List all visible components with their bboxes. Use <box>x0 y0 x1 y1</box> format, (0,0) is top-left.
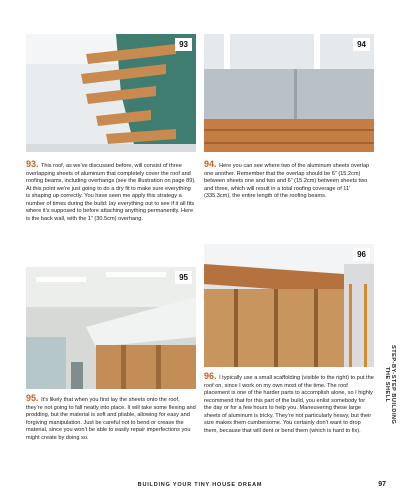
caption-number: 96. <box>204 371 217 381</box>
caption-text: I typically use a small scaffolding (visible to the right) to put the roof on, since I work on my own most of the time. The roof placement is one of the harder parts to accomplish alone, so I highly recommend that for this part of the build, you enlist somebody for the day or for a few hours to help you. Maneuvering these large sheets of aluminum is tricky. They’re not particularly heavy, but their size makes them cumbersome. You certainly don’t want to drop them, because that will dent or bend them (which is hard to fix). <box>204 375 374 434</box>
photo-94 <box>204 34 374 152</box>
photo-95 <box>26 267 196 389</box>
photo-93-image <box>26 34 196 152</box>
caption-96 <box>204 373 374 435</box>
caption-94 <box>204 161 374 201</box>
caption-93 <box>26 161 196 223</box>
photo-number-badge: 93 <box>175 38 192 51</box>
caption-number: 95. <box>26 393 39 403</box>
caption-95 <box>26 395 196 442</box>
photo-number-badge: 96 <box>353 248 370 261</box>
photo-96-image <box>204 244 374 367</box>
photo-number-badge: 94 <box>353 38 370 51</box>
page-number: 97 <box>378 481 386 488</box>
photo-94-image <box>204 34 374 152</box>
caption-number: 94. <box>204 159 217 169</box>
footer-book-title: BUILDING YOUR TINY HOUSE DREAM <box>137 482 263 488</box>
caption-number: 93. <box>26 159 39 169</box>
photo-95-image <box>26 267 196 389</box>
photo-96 <box>204 244 374 367</box>
photo-number-badge: 95 <box>175 271 192 284</box>
section-sidebar-label: STEP-BY-STEP BUILDING THE SHELL <box>384 345 396 425</box>
caption-text: This roof, as we’ve discussed before, will consist of three overlapping sheets of aluminum that completely cover the roof and roofing beams, including overhangs (see the illustration on page 89). At this point we’re just going to do a dry fit to make sure everything is shaping up correctly. You have seen me apply this strategy a number of times during the build: lay everything out to see if it all fits where it’s supposed to before attaching anything permanently. Here is the back wall, with the 1” (30.5cm) overhang. <box>26 163 196 222</box>
photo-93 <box>26 34 196 152</box>
caption-text: Here you can see where two of the aluminum sheets overlap one another. Remember that the overlap should be 6” (15.2cm) between sheets one and two and 6” (15.2cm) between sheets two and three, which will result in a total roofing coverage of 11’ (335.3cm), the entire length of the roofing beams. <box>204 163 370 199</box>
caption-text: It’s likely that when you first lay the sheets onto the roof, they’re not going to fall neatly into place. It will take some flexing and prodding, but the material is soft and pliable, allowing for easy and forgiving manipulation. Just be careful not to bend or crease the material, since you won’t be able to easily repair imperfections you might create by doing so. <box>26 397 196 441</box>
